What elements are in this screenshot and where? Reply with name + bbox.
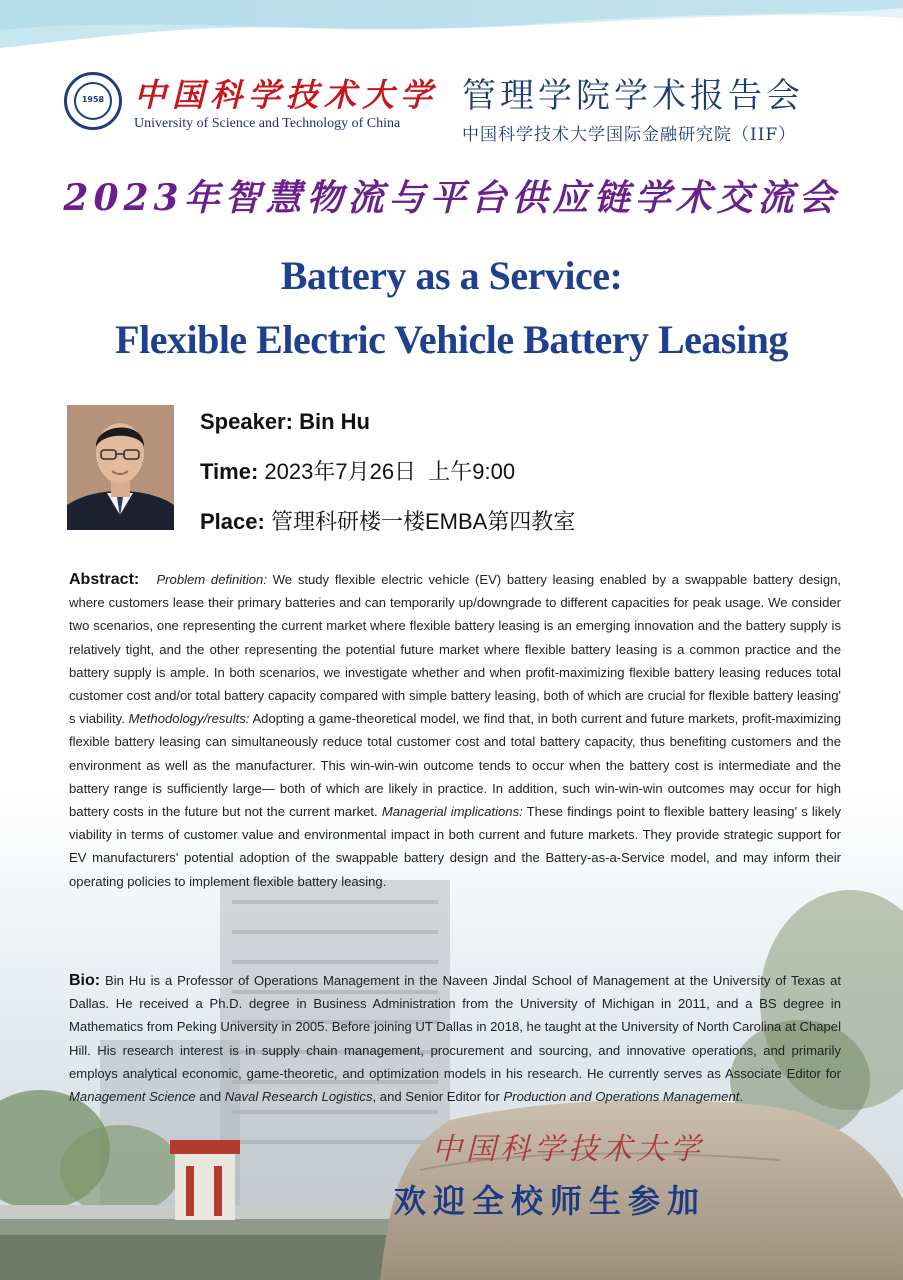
bio-text-4: . <box>739 1089 744 1105</box>
time-row <box>200 454 575 504</box>
bio <box>69 969 841 1108</box>
speaker-portrait <box>67 405 174 530</box>
bio-journal-2: Naval Research Logistics <box>224 1089 373 1105</box>
school-subtitle: 中国科学技术大学国际金融研究院（IIF） <box>462 125 797 145</box>
talk-title <box>0 244 903 372</box>
university-seal-logo: 1958 <box>64 72 122 130</box>
university-name-cn: 中国科学技术大学 <box>134 76 439 114</box>
place-value: 管理科研楼一楼EMBA第四教室 <box>270 509 576 534</box>
time-label: Time: <box>200 459 259 484</box>
abstract <box>69 568 841 893</box>
place-label: Place: <box>200 509 265 534</box>
speaker-photo <box>67 405 174 530</box>
time-value: 2023年7月26日 上午9:00 <box>264 459 516 484</box>
bio-journal-3: Production and Operations Management <box>503 1089 740 1105</box>
abstract-problem-text: We study flexible electric vehicle (EV) battery leasing enabled by a swappable battery design, where customers lease their primary batteries and can temporarily up/downgrade to different capacities for peak usage. We consider two scenarios, one representing the current market where flexible battery leasing is an emerging innovation and the battery supply is relatively tight, and the other representing the potential future market where flexible battery leasing is a common practice and the battery supply is ample. In both scenarios, we investigate whether and when profit-maximizing flexible battery leasing reduces total customer cost and/or total battery capacity compared with simple battery leasing, both of which are crucial for flexible battery leasing' s viability. <box>69 572 842 727</box>
abstract-label: Abstract: <box>69 571 140 588</box>
speaker-row <box>200 404 575 454</box>
welcome-message: 欢迎全校师生参加 <box>394 1182 707 1220</box>
bio-label: Bio: <box>69 972 101 989</box>
rock-inscription: 中国科学技术大学 <box>432 1132 704 1167</box>
abstract-method-label: Methodology/results: <box>128 711 250 727</box>
talk-title-line2: Flexible Electric Vehicle Battery Leasing <box>115 317 788 362</box>
bio-journal-1: Management Science <box>69 1089 196 1105</box>
talk-title-line1: Battery as a Service: <box>280 253 623 298</box>
school-title: 管理学院学术报告会 <box>462 76 804 116</box>
talk-info <box>200 404 575 554</box>
abstract-implications-text: These findings point to flexible battery leasing' s likely viability in terms of customer value and environmental impact in both current and future markets. They provide strategic support for EV manufacturers' potential adoption of the swappable battery design and the Battery-as-a-Service model, and may inform their operating policies to implement flexible battery leasing. <box>69 804 841 889</box>
header <box>60 66 860 146</box>
speaker-name: Bin Hu <box>299 409 370 434</box>
bio-text-1: Bin Hu is a Professor of Operations Management in the Naveen Jindal School of Management at the University of Texas at Dallas. He received a Ph.D. degree in Business Administration from the University of Michigan in 2011, and a BS degree in Mathematics from Peking University in 2005. Before joining UT Dallas in 2018, he taught at the University of North Carolina at Chapel Hill. His research interest is in supply chain management, procurement and sourcing, and innovative operations, and primarily employs analytical economic, game-theoretic, and optimization models in his research. He currently serves as Associate Editor for <box>69 973 841 1081</box>
abstract-implications-label: Managerial implications: <box>381 804 523 820</box>
bio-text-2: and <box>195 1089 225 1105</box>
speaker-label: Speaker: <box>200 409 293 434</box>
place-row <box>200 504 575 554</box>
university-name-en: University of Science and Technology of China <box>134 116 401 131</box>
bio-text-3: , and Senior Editor for <box>372 1089 504 1105</box>
abstract-method-text: Adopting a game-theoretical model, we find that, in both current and future markets, profit-maximizing flexible battery leasing can simultaneously reduce total customer cost and total battery capacity, thus benefiting customers and the environment as well as the manufacturer. This win-win-win outcome tends to occur when the battery cost is intermediate and the battery range is sufficiently large— both of which are likely in practice. In addition, such win-win-win outcomes may occur for high battery costs in the future but not the current market. <box>69 711 841 820</box>
abstract-problem-label: Problem definition: <box>156 572 267 587</box>
conference-title: 2023年智慧物流与平台供应链学术交流会 <box>63 177 840 219</box>
